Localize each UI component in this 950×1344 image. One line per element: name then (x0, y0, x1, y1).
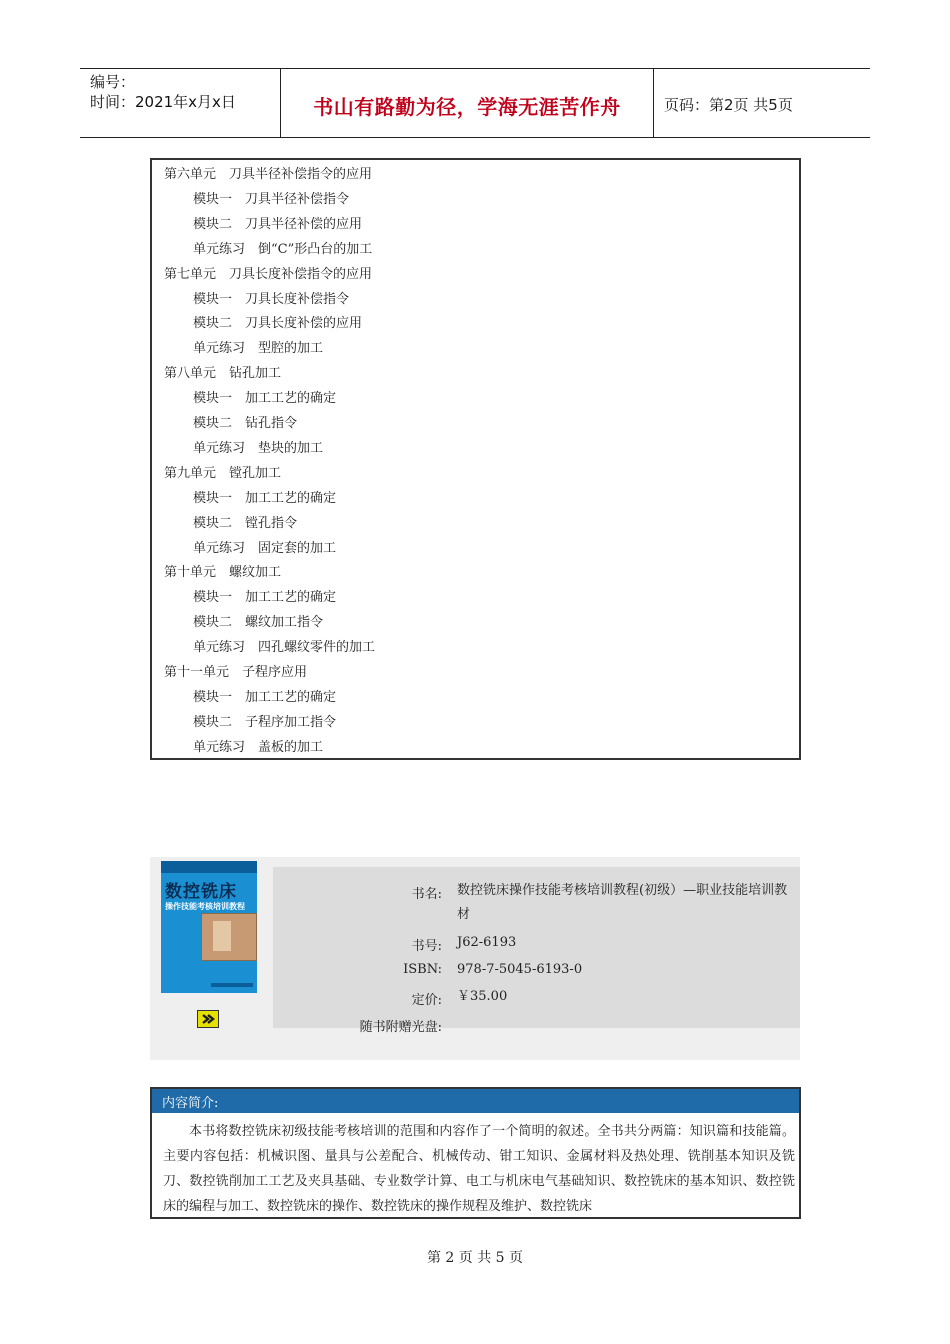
toc-module-entry: 模块二 子程序加工指令 (193, 714, 337, 730)
footer-page-number: 第 2 页 共 5 页 (426, 1250, 524, 1266)
toc-module-entry: 模块一 加工工艺的确定 (193, 490, 337, 506)
page-header (80, 68, 870, 138)
content-summary-box (150, 1087, 801, 1219)
header-page-number: 页码：第2页 共5页 (664, 96, 793, 114)
field-label-book-number: 书号: (411, 939, 442, 954)
book-info-panel (150, 857, 800, 1060)
book-cover-image[interactable] (161, 861, 257, 993)
toc-module-entry: 模块二 钻孔指令 (193, 416, 298, 431)
toc-module-entry: 单元练习 倒“C”形凸台的加工 (193, 241, 373, 257)
doc-time: 时间：2021年x月x日 (90, 93, 236, 111)
toc-unit-entry: 第八单元 钻孔加工 (164, 366, 282, 382)
motto-text: 书山有路勤为径，学海无涯苦作舟 (313, 95, 621, 119)
toc-module-entry: 模块一 加工工艺的确定 (193, 590, 337, 606)
cover-subtitle: 操作技能考核培训教程 (165, 902, 245, 911)
arrow-icon[interactable] (197, 1010, 219, 1028)
field-value-isbn: 978-7-5045-6193-0 (457, 962, 583, 977)
cover-title: 数控铣床 (165, 882, 237, 902)
toc-module-entry: 模块二 刀具半径补偿的应用 (193, 216, 363, 232)
field-label-isbn: ISBN: (403, 962, 442, 977)
toc-module-entry: 模块一 刀具半径补偿指令 (193, 191, 350, 207)
book-fields (273, 867, 800, 1035)
toc-unit-entry: 第十一单元 子程序应用 (164, 665, 308, 680)
field-value-book-number: J62-6193 (457, 935, 517, 950)
toc-module-entry: 模块二 螺纹加工指令 (193, 615, 324, 631)
field-value-price: ￥35.00 (457, 989, 508, 1004)
header-center-cell (281, 69, 654, 137)
summary-text: 本书将数控铣床初级技能考核培训的范围和内容作了一个简明的叙述。全书共分两篇：知识篇和技能篇。主要内容包括：机械识图、量具与公差配合、机械传动、钳工知识、金属材料及热处理、铣削基本知识及铣刀、数控铣削加工工艺及夹具基础、专业数学计算、电工与机床电气基础知识、数控铣床的基本知识、数控铣床的编程与加工、数控铣床的操作、数控铣床的操作规程及维护、数控铣床 (163, 1124, 795, 1214)
toc-module-entry: 单元练习 固定套的加工 (193, 540, 337, 556)
toc-module-entry: 单元练习 四孔螺纹零件的加工 (193, 640, 376, 656)
field-label-price: 定价: (411, 993, 442, 1008)
doc-number-label: 编号： (90, 73, 136, 91)
toc-module-entry: 单元练习 盖板的加工 (193, 739, 324, 755)
toc-module-entry: 模块一 刀具长度补偿指令 (193, 291, 350, 307)
header-left-cell (80, 69, 281, 137)
summary-heading: 内容简介: (162, 1096, 219, 1111)
field-value-title: 数控铣床操作技能考核培训教程(初级）—职业技能培训教材 (457, 883, 788, 922)
toc-unit-entry: 第六单元 刀具半径补偿指令的应用 (164, 167, 373, 182)
header-right-cell (654, 69, 870, 137)
toc-unit-entry: 第十单元 螺纹加工 (164, 565, 282, 581)
toc-module-entry: 模块一 加工工艺的确定 (193, 391, 337, 407)
toc-module-entry: 模块一 加工工艺的确定 (193, 689, 337, 705)
summary-header-bar (152, 1089, 799, 1113)
field-label-title: 书名: (411, 887, 442, 902)
table-of-contents (150, 158, 801, 760)
toc-unit-entry: 第七单元 刀具长度补偿指令的应用 (164, 266, 373, 282)
field-label-cd: 随书附赠光盘: (359, 1020, 442, 1035)
toc-module-entry: 单元练习 型腔的加工 (193, 341, 324, 357)
toc-module-entry: 模块二 镗孔指令 (193, 515, 298, 531)
toc-module-entry: 模块二 刀具长度补偿的应用 (193, 316, 363, 332)
toc-unit-entry: 第九单元 镗孔加工 (164, 465, 282, 481)
toc-module-entry: 单元练习 垫块的加工 (193, 440, 324, 456)
